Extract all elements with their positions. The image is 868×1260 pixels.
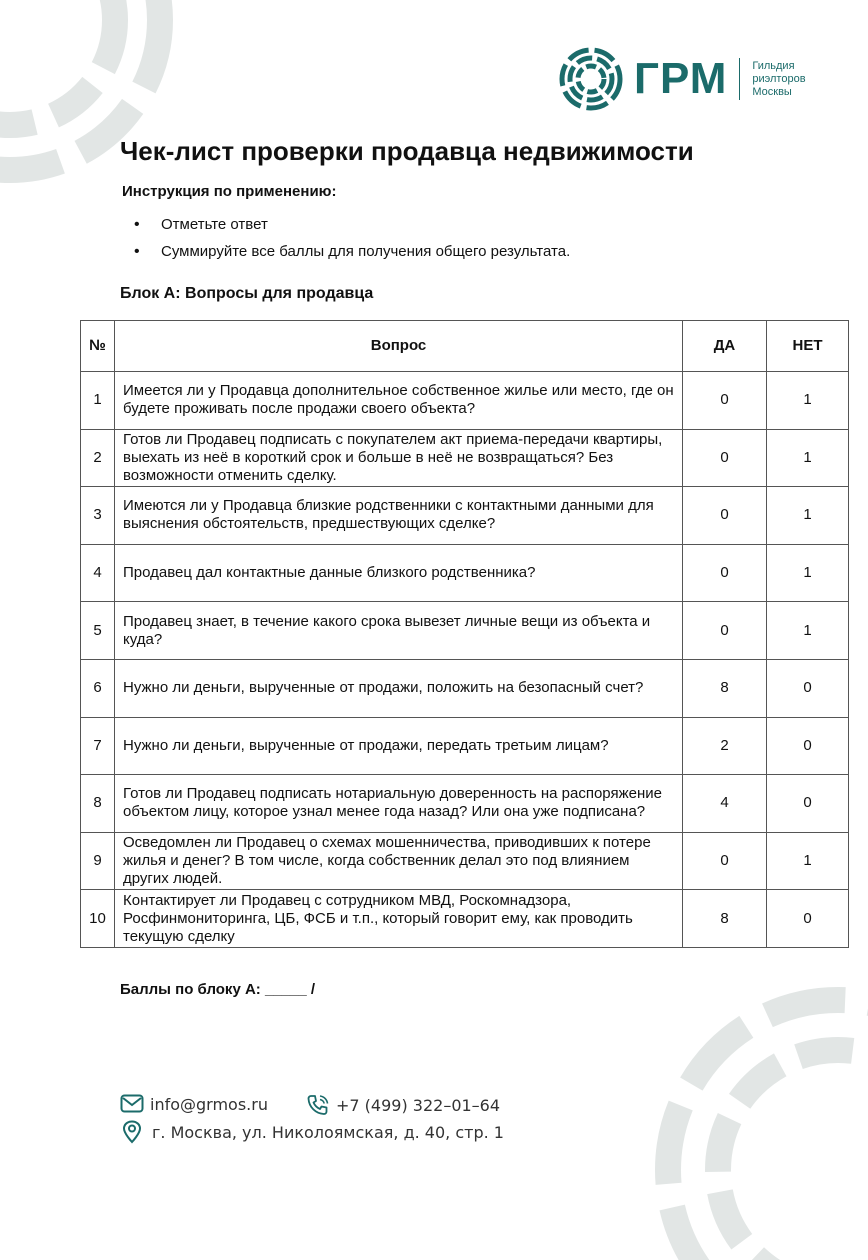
- table-row: [81, 890, 849, 948]
- phone-text: +7 (499) 322–01–64: [336, 1095, 501, 1115]
- row-question: Продавец дал контактные данные близкого родственника?: [115, 544, 683, 602]
- logo-subtitle: Гильдия риэлторов Москвы: [752, 59, 806, 98]
- row-no-score[interactable]: 1: [767, 832, 849, 890]
- row-num: 10: [81, 890, 115, 948]
- header-num: №: [81, 321, 115, 372]
- row-yes-score[interactable]: 0: [683, 544, 767, 602]
- row-yes-score[interactable]: 0: [683, 372, 767, 430]
- row-no-score[interactable]: 1: [767, 429, 849, 487]
- row-question: Нужно ли деньги, вырученные от продажи, положить на безопасный счет?: [115, 659, 683, 717]
- row-yes-score[interactable]: 8: [683, 890, 767, 948]
- row-num: 1: [81, 372, 115, 430]
- table-row: [81, 602, 849, 660]
- mail-icon: [120, 1094, 144, 1114]
- questions-table: [80, 320, 849, 948]
- contact-address: [122, 1120, 504, 1144]
- row-yes-score[interactable]: 0: [683, 487, 767, 545]
- email-text: info@grmos.ru: [150, 1094, 268, 1114]
- table-header-row: [81, 321, 849, 372]
- row-num: 3: [81, 487, 115, 545]
- row-question: Продавец знает, в течение какого срока вывезет личные вещи из объекта и куда?: [115, 602, 683, 660]
- header-question: Вопрос: [115, 321, 683, 372]
- row-yes-score[interactable]: 4: [683, 775, 767, 833]
- logo-mark-icon: [558, 46, 624, 112]
- address-text: г. Москва, ул. Николоямская, д. 40, стр. 1: [152, 1122, 504, 1142]
- table-row: [81, 832, 849, 890]
- row-no-score[interactable]: 1: [767, 544, 849, 602]
- row-no-score[interactable]: 1: [767, 372, 849, 430]
- table-row: [81, 372, 849, 430]
- row-question: Контактирует ли Продавец с сотрудником МВД, Роскомнадзора, Росфинмониторинга, ЦБ, ФСБ и т.п., который говорит ему, как проводить текущую сделку: [115, 890, 683, 948]
- logo-abbr: ГРМ: [634, 54, 728, 103]
- table-row: [81, 775, 849, 833]
- row-question: Имеется ли у Продавца дополнительное собственное жилье или место, где он будете проживать после продажи своего объекта?: [115, 372, 683, 430]
- decorative-arcs-bottom-right: [628, 960, 868, 1260]
- grm-logo: [558, 44, 806, 114]
- row-num: 8: [81, 775, 115, 833]
- row-no-score[interactable]: 0: [767, 659, 849, 717]
- table-row: [81, 544, 849, 602]
- row-num: 7: [81, 717, 115, 775]
- contact-email[interactable]: [120, 1094, 268, 1114]
- row-no-score[interactable]: 0: [767, 775, 849, 833]
- row-yes-score[interactable]: 0: [683, 832, 767, 890]
- row-question: Имеются ли у Продавца близкие родственники с контактными данными для выяснения обстоятельств, предшествующих сделке?: [115, 487, 683, 545]
- row-yes-score[interactable]: 0: [683, 602, 767, 660]
- block-title: Блок А: Вопросы для продавца: [120, 285, 374, 302]
- instruction-item: • Отметьте ответ: [134, 214, 570, 241]
- row-num: 5: [81, 602, 115, 660]
- row-no-score[interactable]: 0: [767, 890, 849, 948]
- contact-phone[interactable]: [306, 1094, 500, 1116]
- table-row: [81, 659, 849, 717]
- header-no: НЕТ: [767, 321, 849, 372]
- instruction-item: • Суммируйте все баллы для получения общего результата.: [134, 241, 570, 268]
- block-score-label: Баллы по блоку А: _____ /: [120, 981, 315, 998]
- row-question: Осведомлен ли Продавец о схемах мошенничества, приводивших к потере жилья и денег? В том числе, когда собственник делал это под влиянием других людей.: [115, 832, 683, 890]
- page-title: Чек-лист проверки продавца недвижимости: [120, 136, 694, 166]
- row-question: Нужно ли деньги, вырученные от продажи, передать третьим лицам?: [115, 717, 683, 775]
- table-row: [81, 429, 849, 487]
- instructions-heading: Инструкция по применению:: [122, 183, 337, 200]
- table-row: [81, 487, 849, 545]
- row-yes-score[interactable]: 2: [683, 717, 767, 775]
- row-num: 9: [81, 832, 115, 890]
- row-no-score[interactable]: 1: [767, 602, 849, 660]
- phone-icon: [306, 1094, 330, 1116]
- header-yes: ДА: [683, 321, 767, 372]
- logo-divider: [739, 58, 740, 100]
- row-num: 4: [81, 544, 115, 602]
- row-num: 2: [81, 429, 115, 487]
- row-question: Готов ли Продавец подписать нотариальную доверенность на распоряжение объектом лицу, которое узнал менее года назад? Или она уже подписана?: [115, 775, 683, 833]
- row-question: Готов ли Продавец подписать с покупателем акт приема-передачи квартиры, выехать из неё в короткий срок и больше в неё не возвращаться? Без возможности отменить сделку.: [115, 429, 683, 487]
- table-row: [81, 717, 849, 775]
- row-num: 6: [81, 659, 115, 717]
- row-yes-score[interactable]: 0: [683, 429, 767, 487]
- location-pin-icon: [122, 1120, 142, 1144]
- instructions-list: [134, 214, 570, 268]
- row-yes-score[interactable]: 8: [683, 659, 767, 717]
- row-no-score[interactable]: 0: [767, 717, 849, 775]
- row-no-score[interactable]: 1: [767, 487, 849, 545]
